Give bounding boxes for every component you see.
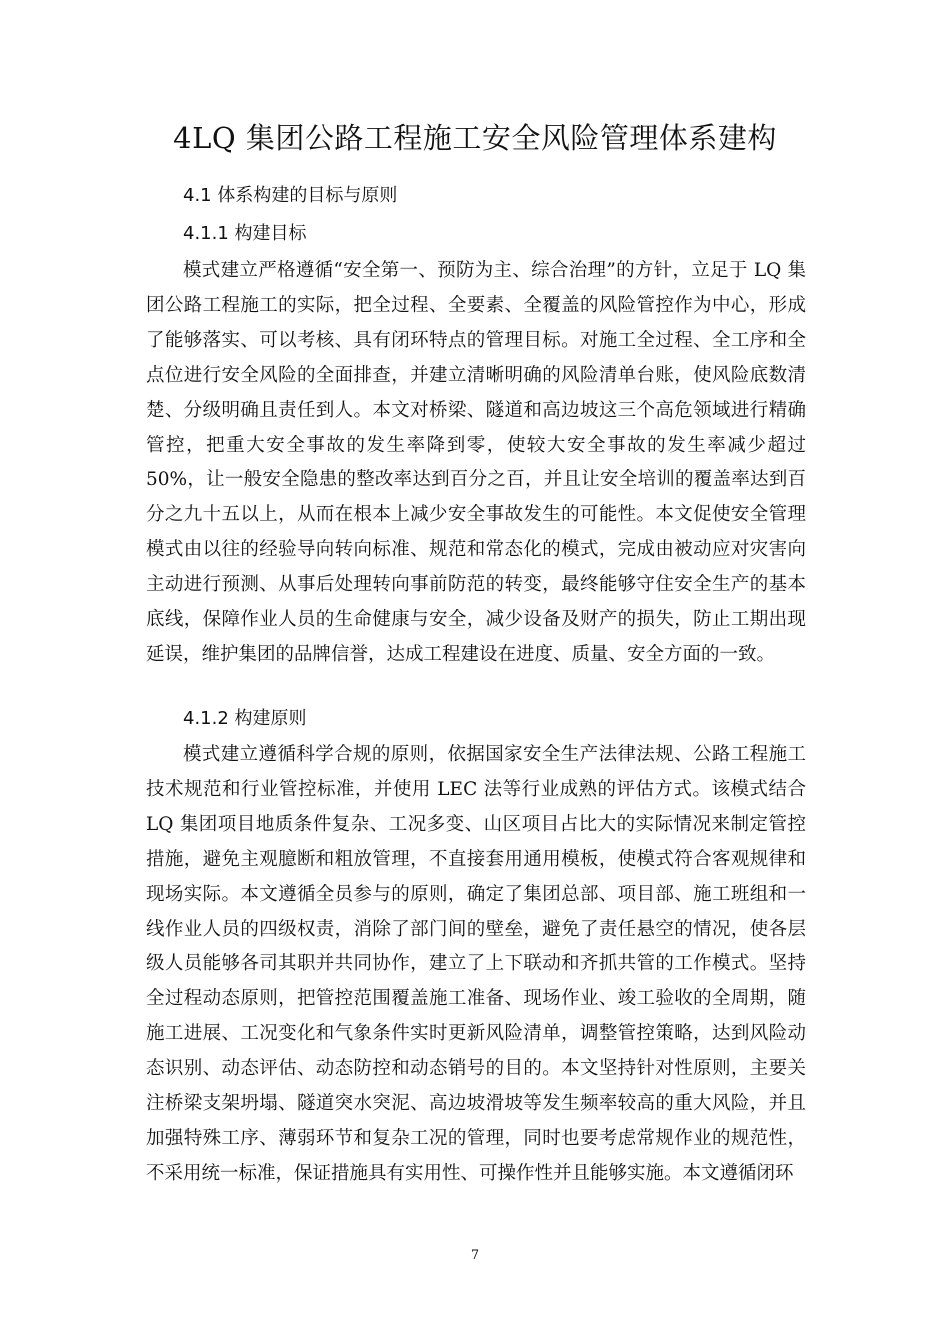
paragraph-goals: 模式建立严格遵循“安全第一、预防为主、综合治理”的方针，立足于 LQ 集团公路工程施工的实际，把全过程、全要素、全覆盖的风险管控作为中心，形成了能够落实、可以考核、具有闭环特点的管理目标。对施工全过程、全工序和全点位进行安全风险的全面排查，并建立清晰明确的风险清单台账，使风险底数清楚、分级明确且责任到人。本文对桥梁、隧道和高边坡这三个高危领域进行精确管控，把重大安全事故的发生率降到零，使较大安全事故的发生率减少超过 50%，让一般安全隐患的整改率达到百分之百，并且让安全培训的覆盖率达到百分之九十五以上，从而在根本上减少安全事故发生的可能性。本文促使安全管理模式由以往的经验导向转向标准、规范和常态化的模式，完成由被动应对灾害向主动进行预测、从事后处理转向事前防范的转变，最终能够守住安全生产的基本底线，保障作业人员的生命健康与安全，减少设备及财产的损失，防止工期出现延误，维护集团的品牌信誉，达成工程建设在进度、质量、安全方面的一致。 xyxy=(146,260,806,665)
section-heading: 4.1 体系构建的目标与原则 xyxy=(183,185,398,206)
chapter-title: 4LQ 集团公路工程施工安全风险管理体系建构 xyxy=(173,121,777,155)
subsection-heading-principles: 4.1.2 构建原则 xyxy=(183,708,307,729)
page-number: 7 xyxy=(470,1248,480,1263)
subsection-heading-goals: 4.1.1 构建目标 xyxy=(183,223,307,244)
paragraph-principles: 模式建立遵循科学合规的原则，依据国家安全生产法律法规、公路工程施工技术规范和行业管控标准，并使用 LEC 法等行业成熟的评估方式。该模式结合 LQ 集团项目地质条件复杂、工况多变、山区项目占比大的实际情况来制定管控措施，避免主观臆断和粗放管理，不直接套用通用模板，使模式符合客观规律和现场实际。本文遵循全员参与的原则，确定了集团总部、项目部、施工班组和一线作业人员的四级权责，消除了部门间的壁垒，避免了责任悬空的情况，使各层级人员能够各司其职并共同协作，建立了上下联动和齐抓共管的工作模式。坚持全过程动态原则，把管控范围覆盖施工准备、现场作业、竣工验收的全周期，随施工进展、工况变化和气象条件实时更新风险清单，调整管控策略，达到风险动态识别、动态评估、动态防控和动态销号的目的。本文坚持针对性原则，主要关注桥梁支架坍塌、隧道突水突泥、高边坡滑坡等发生频率较高的重大风险，并且加强特殊工序、薄弱环节和复杂工况的管理，同时也要考虑常规作业的规范性，不采用统一标准，保证措施具有实用性、可操作性并且能够实施。本文遵循闭环 xyxy=(146,744,806,1184)
